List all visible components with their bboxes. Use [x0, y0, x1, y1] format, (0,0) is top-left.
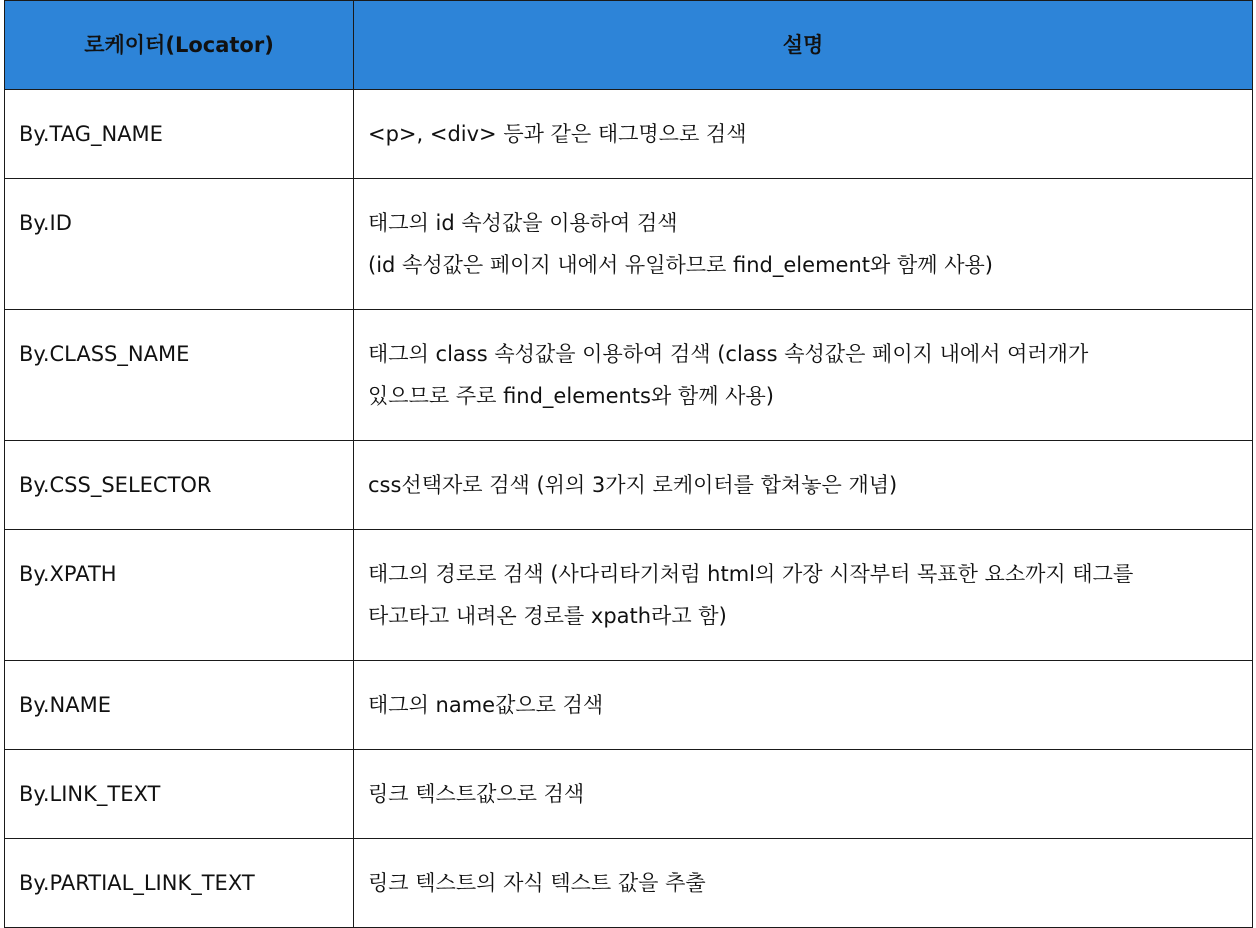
description-cell	[354, 90, 1253, 179]
description-cell	[354, 750, 1253, 839]
table-row	[5, 750, 1253, 839]
locator-cell: By.LINK_TEXT	[5, 750, 354, 839]
description-line: <p>, <div> 등과 같은 태그명으로 검색	[368, 122, 747, 146]
description-cell	[354, 530, 1253, 661]
locator-cell: By.PARTIAL_LINK_TEXT	[5, 839, 354, 928]
description-line: 링크 텍스트의 자식 텍스트 값을 추출	[368, 871, 706, 895]
locator-cell: By.ID	[5, 179, 354, 310]
locator-cell: By.CSS_SELECTOR	[5, 441, 354, 530]
locator-cell: By.TAG_NAME	[5, 90, 354, 179]
locator-cell: By.NAME	[5, 661, 354, 750]
locator-cell: By.XPATH	[5, 530, 354, 661]
description-cell	[354, 441, 1253, 530]
description-line: 태그의 class 속성값을 이용하여 검색 (class 속성값은 페이지 내에서 여러개가	[368, 342, 1089, 366]
table-header-row	[5, 1, 1253, 90]
locator-cell: By.CLASS_NAME	[5, 310, 354, 441]
table-row	[5, 661, 1253, 750]
description-line: 있으므로 주로 find_elements와 함께 사용)	[368, 384, 774, 408]
table-row	[5, 530, 1253, 661]
locator-table-container	[4, 0, 1252, 928]
description-line: 태그의 id 속성값을 이용하여 검색	[368, 211, 678, 235]
table-row	[5, 90, 1253, 179]
table-row	[5, 310, 1253, 441]
description-cell	[354, 310, 1253, 441]
description-line: (id 속성값은 페이지 내에서 유일하므로 find_element와 함께 사용)	[368, 253, 993, 277]
table-row	[5, 839, 1253, 928]
description-cell	[354, 839, 1253, 928]
description-line: css선택자로 검색 (위의 3가지 로케이터를 합쳐놓은 개념)	[368, 473, 898, 497]
table-row	[5, 179, 1253, 310]
header-locator: 로케이터(Locator)	[5, 1, 354, 90]
description-cell	[354, 179, 1253, 310]
description-cell	[354, 661, 1253, 750]
description-line: 태그의 name값으로 검색	[368, 693, 604, 717]
table-row	[5, 441, 1253, 530]
locator-table	[4, 0, 1253, 928]
header-description: 설명	[354, 1, 1253, 90]
description-line: 태그의 경로로 검색 (사다리타기처럼 html의 가장 시작부터 목표한 요소까지 태그를	[368, 562, 1134, 586]
description-line: 링크 텍스트값으로 검색	[368, 782, 585, 806]
description-line: 타고타고 내려온 경로를 xpath라고 함)	[368, 604, 727, 628]
